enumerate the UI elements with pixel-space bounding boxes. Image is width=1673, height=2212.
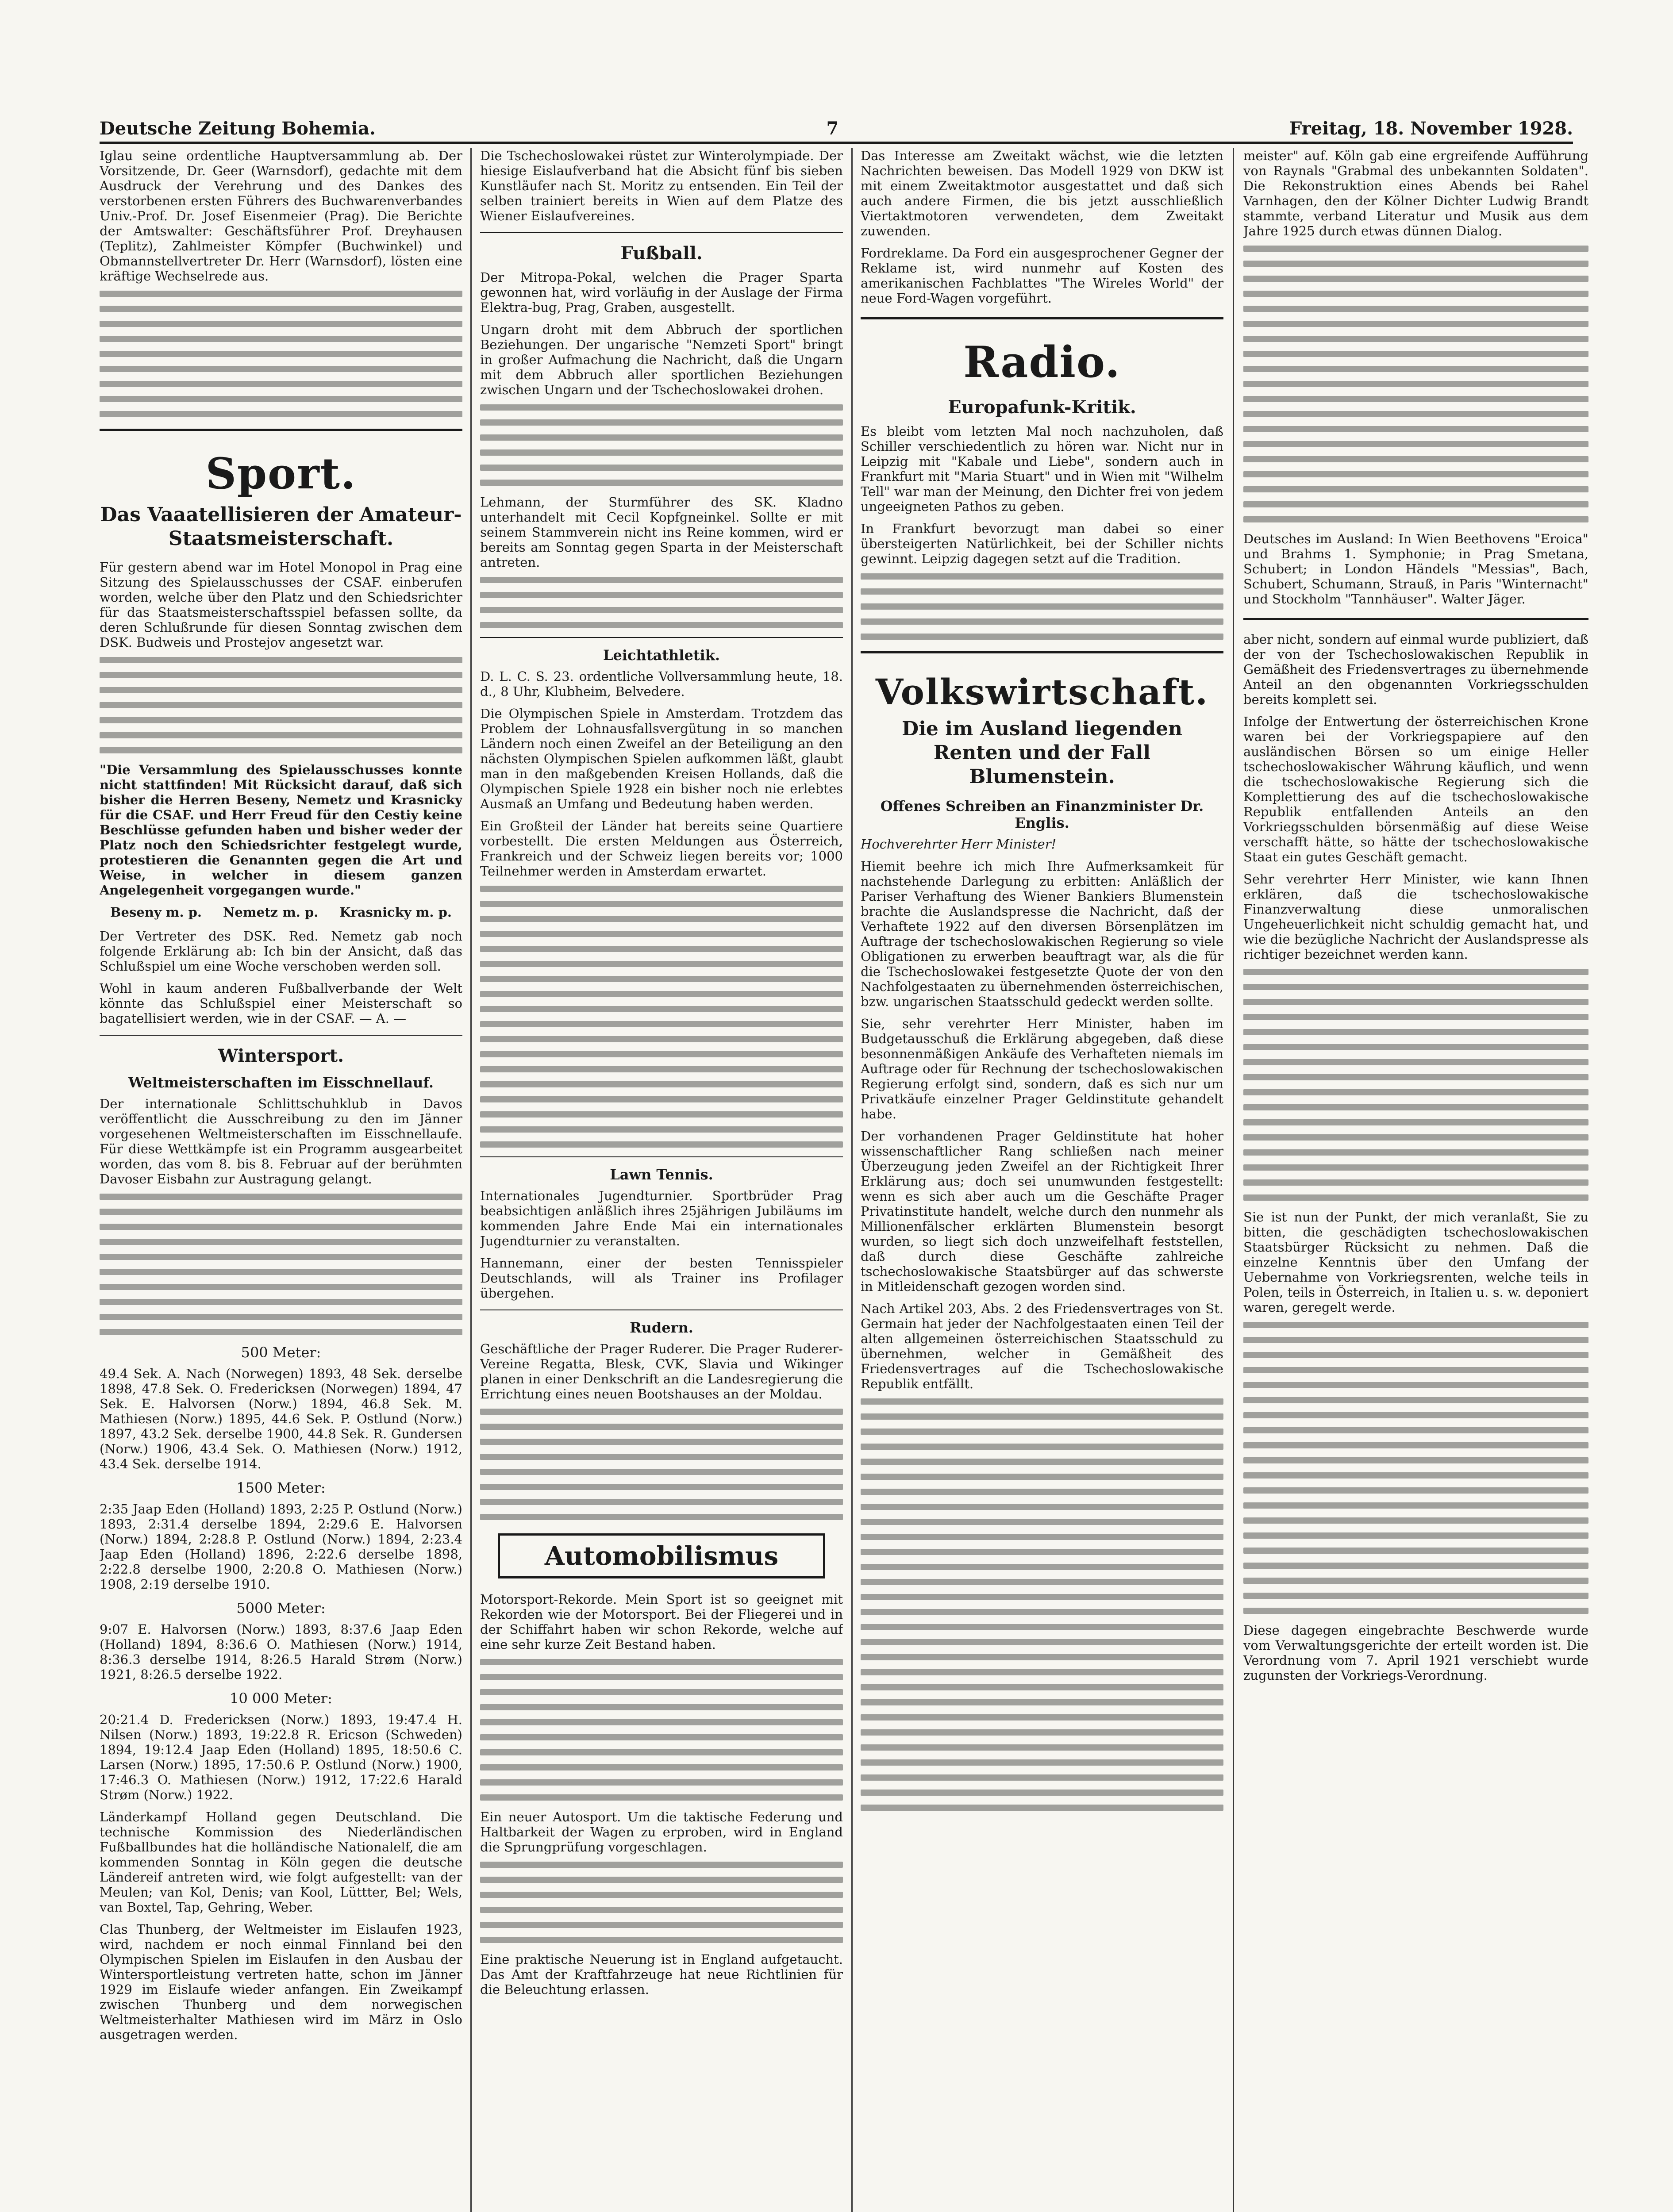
article-paragraph: Clas Thunberg, der Weltmeister im Eislaufen 1923, wird, nachdem er noch einmal Finnland bei den Olympischen Spielen im Eislaufen in den Ausbau der Wintersportleistung vertreten hatte, schon im Jänner 1929 im Eislaufe wieder anfangen. Ein Zweikampf zwischen Thunberg und dem norwegischen Weltmeisterhalter Mathiesen wird im März in Oslo ausgetragen werden. (100, 1922, 462, 2042)
wintersport-title: Wintersport. (218, 1045, 344, 1066)
radio-headline: Europafunk-Kritik. (948, 397, 1136, 418)
article-paragraph: Deutsches im Ausland: In Wien Beethovens "Eroica" und Brahms 1. Symphonie; in Prag Smetana, Schubert; in London Händels "Messias", Bach, Schubert, Schumann, Strauß, in Paris "Winternacht" und Stockholm "Tannhäuser". Walter Jäger. (1243, 531, 1588, 607)
article-paragraph: Wohl in kaum anderen Fußballverbande der Welt könnte das Schlußspiel einer Meisterschaft so bagatellisiert werden, wie in der CSAF. — A. — (100, 981, 462, 1026)
volkswirtschaft-section-title: Volkswirtschaft. (875, 671, 1209, 713)
sport-section-title: Sport. (205, 449, 357, 499)
automobilismus-title: Automobilismus (498, 1533, 825, 1578)
column-4 (1243, 148, 1588, 2212)
article-paragraph: In Frankfurt bevorzugt man dabei so einer übersteigerten Natürlichkeit, bei der Schiller nichts gewinnt. Leipzig dagegen setzt auf die Tradition. (861, 521, 1223, 566)
article-paragraph: Es bleibt vom letzten Mal noch nachzuholen, daß Schiller verschiedentlich zu hören war. Nicht nur in Leipzig mit "Kabale und Liebe", sondern auch in Frankfurt mit "Maria Stuart" und in Wien mit "Wilhelm Tell" war man der Meinung, den Dichter frei von jedem ungeeigneten Pathos zu geben. (861, 424, 1223, 514)
volkswirtschaft-headline: Die im Ausland liegenden Renten und der Fall Blumenstein. (902, 718, 1182, 788)
text-block-filler (1243, 969, 1588, 1201)
text-block-filler (1243, 1322, 1588, 1614)
column-3 (861, 148, 1223, 2212)
masthead (100, 111, 1573, 144)
signatures (100, 905, 462, 920)
article-paragraph: Der vorhandenen Prager Geldinstitute hat hoher wissenschaftlicher Rang schließen nach meiner Überzeugung jeden Zweifel an der Richtigkeit Ihrer Erklärung aus; doch sei unumwunden festgestellt: wenn es sich aber auch um die Geschäfte Prager Privatinstitute handelt, welche durch den nunmehr als Millionenfälscher erklärten Blumenstein besorgt wurden, so liegt sich doch unzweifelhaft feststellen, daß durch diese Geschäfte zahlreiche tschechoslowakische Staatsbürger auf das schwerste in Mitleidenschaft gezogen worden sind. (861, 1129, 1223, 1294)
article-paragraph: D. L. C. S. 23. ordentliche Vollversammlung heute, 18. d., 8 Uhr, Klubheim, Belvedere. (480, 669, 843, 699)
signature: Nemetz m. p. (223, 905, 319, 920)
section-rule (861, 317, 1223, 319)
divider (480, 637, 843, 638)
results-list: 9:07 E. Halvorsen (Norw.) 1893, 8:37.6 Jaap Eden (Holland) 1894, 8:36.6 O. Mathiesen (Norw.) 1914, 8:36.3 derselbe 1914, 8:26.5 Harald Strøm (Norw.) 1921, 8:26.5 derselbe 1922. (100, 1622, 462, 1682)
radio-section-title: Radio. (963, 337, 1121, 387)
text-block-filler (480, 577, 843, 628)
article-paragraph: Das Interesse am Zweitakt wächst, wie die letzten Nachrichten beweisen. Das Modell 1929 von DKW ist mit einem Zweitaktmotor ausgestattet und daß sich auch andere Firmen, die bis jetzt ausschließlich Viertaktmotoren verwendeten, dem Zweitakt zuwenden. (861, 148, 1223, 238)
results-list: 20:21.4 D. Fredericksen (Norw.) 1893, 19:47.4 H. Nilsen (Norw.) 1893, 19:22.8 R. Ericson (Schweden) 1894, 19:12.4 Jaap Eden (Holland) 1895, 18:50.6 C. Larsen (Norw.) 1895, 17:50.6 P. Ostlund (Norw.) 1900, 17:46.3 O. Mathiesen (Norw.) 1912, 17:22.6 Harald Strøm (Norw.) 1922. (100, 1712, 462, 1802)
results-list: 49.4 Sek. A. Nach (Norwegen) 1893, 48 Sek. derselbe 1898, 47.8 Sek. O. Fredericksen (Norwegen) 1894, 47 Sek. E. Halvorsen (Norw.) 1894, 46.8 Sek. M. Mathiesen (Norw.) 1895, 44.6 Sek. P. Ostlund (Norw.) 1897, 43.2 Sek. derselbe 1900, 44.8 Sek. R. Gundersen (Norw.) 1906, 43.4 Sek. O. Mathiesen (Norw.) 1912, 43.4 Sek. derselbe 1914. (100, 1366, 462, 1471)
article-paragraph: aber nicht, sondern auf einmal wurde publiziert, daß der von der Tschechoslowakischen Republik in Gemäßheit des Friedensvertrages zu übernehmende Anteil an den obgenannten Vorkriegsschulden bereits komplett sei. (1243, 632, 1588, 707)
article-paragraph: Ungarn droht mit dem Abbruch der sportlichen Beziehungen. Der ungarische "Nemzeti Sport" bringt in großer Aufmachung die Nachricht, daß die Ungarn mit dem Abbruch aller sportlichen Beziehungen zwischen Ungarn und der Tschechoslowakei drohen. (480, 322, 843, 397)
column-divider (1233, 148, 1234, 2212)
open-letter-heading: Offenes Schreiben an Finanzminister Dr. Englis. (880, 798, 1204, 831)
article-paragraph: Internationales Jugendturnier. Sportbrüder Prag beabsichtigen anläßlich ihres 25jährigen Jubiläums im kommenden Jahre Ende Mai ein internationales Jugendturnier zu veranstalten. (480, 1188, 843, 1248)
fussball-title: Fußball. (620, 243, 703, 264)
page-number: 7 (826, 118, 839, 139)
rudern-title: Rudern. (630, 1319, 693, 1336)
text-block-filler (861, 1398, 1223, 1811)
article-paragraph: meister" auf. Köln gab eine ergreifende Aufführung von Raynals "Grabmal des unbekannten Soldaten". Die Rekonstruktion eines Abends bei Rahel Varnhagen, den der Kölner Dichter Ludwig Brandt stammte, verband Literatur und Musik aus dem Jahre 1925 durch etwas dünnen Dialog. (1243, 148, 1588, 238)
text-block-filler (480, 1862, 843, 1943)
divider (480, 1156, 843, 1157)
article-paragraph: Geschäftliche der Prager Ruderer. Die Prager Ruderer-Vereine Regatta, Blesk, CVK, Slavia und Wikinger planen in einer Denkschrift an die Landesregierung die Errichtung eines neuen Bootshauses an der Moldau. (480, 1341, 843, 1402)
letter-salutation: Hochverehrter Herr Minister! (861, 837, 1057, 852)
article-paragraph: Sehr verehrter Herr Minister, wie kann Ihnen erklären, daß die tschechoslowakische Finanzverwaltung diese unmoralischen Ungeheuerlichkeit nicht schuldig gemacht hat, und wie die bezügliche Nachricht der Auslandspresse als richtiger bezeichnet werden kann. (1243, 872, 1588, 962)
article-paragraph: Ein Großteil der Länder hat bereits seine Quartiere vorbestellt. Die ersten Meldungen aus Österreich, Frankreich und der Schweiz liegen bereits vor; 1000 Teilnehmer werden in Amsterdam erwartet. (480, 818, 843, 879)
article-paragraph: Nach Artikel 203, Abs. 2 des Friedensvertrages von St. Germain hat jeder der Nachfolgestaaten einen Teil der alten allgemeinen österreichischen Staatsschuld zu übernehmen, welcher in Gemäßheit des Friedensvertrages auf die Tschechoslowakische Republik entfällt. (861, 1301, 1223, 1391)
sport-article-headline: Das Vaaatellisieren der Amateur-Staatsmeisterschaft. (100, 503, 462, 550)
article-paragraph: Lehmann, der Sturmführer des SK. Kladno unterhandelt mit Cecil Kopfgneinkel. Sollte er mit seinem Stammverein nicht ins Reine kommen, wird er bereits am Sonntag gegen Sparta in der Meisterschaft antreten. (480, 495, 843, 570)
article-paragraph: Der internationale Schlittschuhklub in Davos veröffentlicht die Ausschreibung zu den im Jänner vorgesehenen Weltmeisterschaften im Eisschnellaufe. Für diese Wettkämpfe ist ein Programm ausgearbeitet worden, das vom 8. bis 8. Februar auf der berühmten Davoser Eisbahn zur Austragung gelangt. (100, 1096, 462, 1187)
text-block-filler (100, 1194, 462, 1335)
results-label: 1500 Meter: (236, 1479, 326, 1496)
protest-statement: "Die Versammlung des Spielausschusses konnte nicht stattfinden! Mit Rücksicht darauf, daß sich bisher die Herren Beseny, Nemetz und Krasnicky für die CSAF. und Herr Freud für den Cestiy keine Beschlüsse gefunden haben und bisher weder der Platz noch den Schiedsrichter festgelegt wurde, protestieren die Genannten gegen die Art und Weise, in welcher in diesem ganzen Angelegenheit vorgegangen wurde." (100, 762, 462, 898)
article-paragraph: Der Vertreter des DSK. Red. Nemetz gab noch folgende Erklärung ab: Ich bin der Ansicht, daß das Schlußspiel um eine Woche verschoben werden soll. (100, 929, 462, 974)
article-paragraph: Hiemit beehre ich mich Ihre Aufmerksamkeit für nachstehende Darlegung zu erbitten: Anläßlich der Pariser Verhaftung des Wiener Bankiers Blumenstein brachte die Auslandspresse die Nachricht, daß der Verhaftete 1922 auf den diversen Börsenplätzen im Auftrage der tschechoslowakischen Regierung so viele Obligationen zu erwerben beauftragt war, als die für die Tschechoslowakei festgesetzte Quote der von den Nachfolgestaaten zu übernehmenden österreichischen, bzw. ungarischen Staatsschuld gedeckt werden sollte. (861, 859, 1223, 1009)
article-paragraph: Für gestern abend war im Hotel Monopol in Prag eine Sitzung des Spielausschusses der CSAF. einberufen worden, welche über den Platz und den Schiedsrichter für das Staatsmeisterschaftsspiel befassen sollte, da deren Schlußrunde für diesen Sonntag zwischen dem DSK. Budweis und Prostejov angesetzt war. (100, 560, 462, 650)
section-rule (100, 429, 462, 431)
leichtathletik-title: Leichtathletik. (603, 647, 720, 664)
divider (100, 1035, 462, 1036)
results-label: 500 Meter: (241, 1344, 321, 1361)
article-paragraph: Sie ist nun der Punkt, der mich veranlaßt, Sie zu bitten, die geschädigten tschechoslowakischen Staatsbürger Rücksicht zu nehmen. Daß die einzelne Kenntnis über den Umfang der Uebernahme von Vorkriegsrenten, welche teils in Polen, teils in Österreich, in Italien u. s. w. deponiert waren, geregelt werde. (1243, 1210, 1588, 1315)
article-paragraph: Iglau seine ordentliche Hauptversammlung ab. Der Vorsitzende, Dr. Geer (Warnsdorf), gedachte mit dem Ausdruck der Verehrung und des Dankes des verstorbenen ersten Führers des Buchwarenverbandes Univ.-Prof. Dr. Josef Eisenmeier (Prag). Die Berichte der Amtswalter: Geschäftsführer Prof. Dreyhausen (Teplitz), Zahlmeister Kömpfer (Buchwinkel) und Obmannstellvertreter Dr. Herr (Warnsdorf), lösten eine kräftige Wechselrede aus. (100, 148, 462, 284)
section-rule (1243, 618, 1588, 620)
text-block-filler (480, 1409, 843, 1520)
paper-name: Deutsche Zeitung Bohemia. (100, 118, 376, 139)
article-paragraph: Die Olympischen Spiele in Amsterdam. Trotzdem das Problem der Lohnausfallsvergütung in so manchen Ländern noch einen Zweifel an der Beteiligung an den nächsten Olympischen Spielen aufkommen läßt, glaubt man in den maßgebenden Kreisen Hollands, daß die Olympischen Spiele 1928 ein bisher noch nie erlebtes Ausmaß an Umfang und Bedeutung haben werden. (480, 706, 843, 811)
column-1 (100, 148, 462, 2212)
article-paragraph: Sie, sehr verehrter Herr Minister, haben im Budgetausschuß die Erklärung abgegeben, daß diese besonnenmäßigen Ankäufe des Verhafteten niemals im Auftrage oder für Rechnung der tschechoslowakischen Regierung erfolgt sind, sondern, daß es sich nur um Privatkäufe einzelner Prager Geldinstitute gehandelt habe. (861, 1016, 1223, 1121)
article-paragraph: Länderkampf Holland gegen Deutschland. Die technische Kommission des Niederländischen Fußballbundes hat die holländische Nationalelf, die am kommenden Sonntag in Köln gegen die deutsche Ländereif antreten wird, wie folgt aufgestellt: van der Meulen; van Kol, Denis; van Kool, Lüttter, Bel; Wels, van Boxtel, Tap, Gehring, Weber. (100, 1809, 462, 1915)
text-block-filler (480, 404, 843, 486)
article-paragraph: Ein neuer Autosport. Um die taktische Federung und Haltbarkeit der Wagen zu erproben, wird in England die Sprungprüfung vorgeschlagen. (480, 1809, 843, 1855)
article-paragraph: Der Mitropa-Pokal, welchen die Prager Sparta gewonnen hat, wird vorläufig in der Auslage der Firma Elektra-bug, Prag, Graben, ausgestellt. (480, 270, 843, 315)
signature: Beseny m. p. (110, 905, 202, 920)
signature: Krasnicky m. p. (339, 905, 452, 920)
article-paragraph: Die Tschechoslowakei rüstet zur Winterolympiade. Der hiesige Eislaufverband hat die Absicht fünf bis sieben Kunstläufer nach St. Moritz zu entsenden. Ein Teil der selben trainiert bereits in Wien auf dem Platze des Wiener Eislaufvereines. (480, 148, 843, 223)
section-rule (861, 651, 1223, 653)
wintersport-headline: Weltmeisterschaften im Eisschnellauf. (128, 1074, 434, 1091)
text-block-filler (1243, 246, 1588, 522)
article-paragraph: Eine praktische Neuerung ist in England aufgetaucht. Das Amt der Kraftfahrzeuge hat neue Richtlinien für die Beleuchtung erlassen. (480, 1952, 843, 1997)
results-list: 2:35 Jaap Eden (Holland) 1893, 2:25 P. Ostlund (Norw.) 1893, 2:31.4 derselbe 1894, 2:29.6 E. Halvorsen (Norw.) 1894, 2:28.8 P. Ostlund (Norw.) 1894, 2:23.4 Jaap Eden (Holland) 1896, 2:22.6 derselbe 1898, 2:22.8 derselbe 1900, 2:20.8 O. Mathiesen (Norw.) 1908, 2:19 derselbe 1910. (100, 1502, 462, 1592)
results-label: 10 000 Meter: (230, 1690, 332, 1707)
article-paragraph: Diese dagegen eingebrachte Beschwerde wurde vom Verwaltungsgerichte der erteilt worden ist. Die Verordnung vom 7. April 1921 verschiebt wurde zugunsten der Vorkriegs-Verordnung. (1243, 1623, 1588, 1683)
article-paragraph: Hannemann, einer der besten Tennisspieler Deutschlands, will als Trainer ins Profilager übergehen. (480, 1256, 843, 1301)
article-paragraph: Fordreklame. Da Ford ein ausgesprochener Gegner der Reklame ist, wird nunmehr auf Kosten des amerikanischen Fachblattes "The Wireles World" der neue Ford-Wagen vorgeführt. (861, 246, 1223, 306)
tennis-title: Lawn Tennis. (610, 1166, 713, 1183)
column-2 (480, 148, 843, 2212)
article-paragraph: Infolge der Entwertung der österreichischen Krone waren bei der Vorkriegspapiere auf den ausländischen Börsen so um einige Heller tschechoslowakischer Währung käuflich, und wenn die tschechoslowakische Regierung sich die Komplettierung des auf die tschechoslowakische Republik entfallenden Anteils an den Vorkriegsschulden börsenmäßig auf diese Weise verschafft hätte, so hätte der tschechoslowakische Staat ein gutes Geschäft gemacht. (1243, 714, 1588, 864)
column-divider (851, 148, 853, 2212)
divider (480, 232, 843, 233)
results-label: 5000 Meter: (236, 1600, 326, 1617)
text-block-filler (861, 573, 1223, 640)
issue-date: Freitag, 18. November 1928. (1289, 118, 1573, 139)
text-block-filler (480, 886, 843, 1148)
text-block-filler (100, 657, 462, 753)
article-paragraph: Motorsport-Rekorde. Mein Sport ist so geeignet mit Rekorden wie der Motorsport. Bei der Fliegerei und in der Schiffahrt haben wir schon Rekorde, welche auf eine sehr kurze Zeit Bestand haben. (480, 1592, 843, 1652)
text-block-filler (480, 1659, 843, 1801)
text-block-filler (100, 291, 462, 417)
column-divider (470, 148, 472, 2212)
